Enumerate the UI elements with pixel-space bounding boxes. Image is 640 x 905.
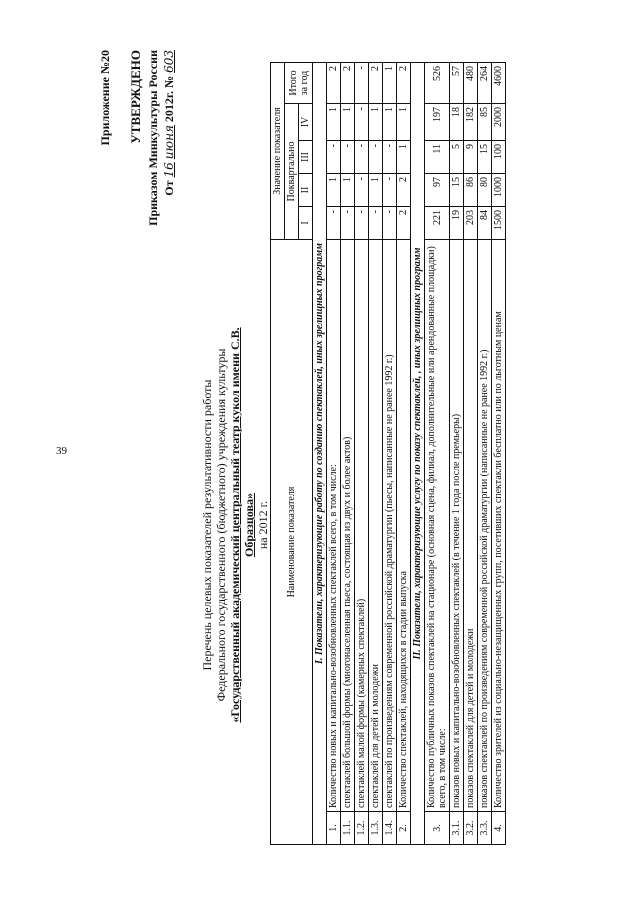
row-q2: 1: [369, 174, 383, 207]
row-name: показов спектаклей для детей и молодежи: [464, 240, 478, 812]
row-name: Количество публичных показов спектаклей на стационаре (основная сцена, филиал, дополнительные или арендованные площадки) всего, в том числе:: [425, 240, 450, 812]
row-total: 480: [464, 63, 478, 104]
heading-line-1: Перечень целевых показателей результативности работы: [200, 379, 214, 671]
row-name: спектаклей для детей и молодежи: [369, 240, 383, 812]
row-total: 2: [341, 63, 355, 104]
heading-line-4: на 2012 г.: [256, 500, 270, 550]
row-q3: 15: [478, 141, 492, 174]
table-row: [478, 63, 492, 845]
date-prefix: От: [162, 180, 176, 196]
col-header-value: Значение показателя: [271, 63, 285, 240]
row-q1: -: [355, 207, 369, 240]
row-q2: -: [355, 174, 369, 207]
row-name: Количество новых и капитально-возобновленных спектаклей всего, в том числе:: [327, 240, 341, 812]
row-name: Количество зрителей из социально-незащищенных групп, посетивших спектакли бесплатно или по льготным ценам: [492, 240, 506, 812]
row-q4: 1: [327, 104, 341, 141]
row-q1: 84: [478, 207, 492, 240]
row-q2: 1: [327, 174, 341, 207]
row-q4: -: [355, 104, 369, 141]
approved-stamp: УТВЕРЖДЕНО: [128, 50, 143, 144]
row-q3: 100: [492, 141, 506, 174]
table-row: [425, 63, 450, 845]
row-q4: 1: [369, 104, 383, 141]
row-number: 1.4.: [383, 812, 397, 845]
table-row: [450, 63, 464, 845]
row-q1: -: [369, 207, 383, 240]
row-number: 1.: [327, 812, 341, 845]
row-total: 526: [425, 63, 450, 104]
section-title: II. Показатели, характеризующие услугу по показу спектаклей, , иных зрелищных программ: [411, 63, 425, 845]
row-q3: -: [341, 141, 355, 174]
row-q3: -: [383, 141, 397, 174]
date-month: июня: [162, 125, 176, 160]
row-number: 1.3.: [369, 812, 383, 845]
row-q4: 197: [425, 104, 450, 141]
row-q1: 221: [425, 207, 450, 240]
row-q3: 5: [450, 141, 464, 174]
row-total: 264: [478, 63, 492, 104]
row-q4: 1: [383, 104, 397, 141]
row-q4: 1: [341, 104, 355, 141]
row-q3: -: [355, 141, 369, 174]
date-day: 16: [162, 162, 176, 178]
table-row: [464, 63, 478, 845]
appendix-label: Приложение №20: [98, 50, 112, 146]
col-header-q3: III: [299, 141, 313, 174]
col-header-quarterly: Поквартально: [285, 104, 299, 240]
row-q2: 80: [478, 174, 492, 207]
row-q1: 19: [450, 207, 464, 240]
table-body: [313, 63, 506, 845]
order-label: Приказом Минкультуры России: [146, 50, 160, 226]
row-total: 1: [383, 63, 397, 104]
row-q4: 182: [464, 104, 478, 141]
row-name: спектаклей большой формы (многонаселенная пьеса, состоящая из двух и более актов): [341, 240, 355, 812]
row-q4: 85: [478, 104, 492, 141]
row-name: Количество спектаклей, находящихся в стадии выпуска: [397, 240, 411, 812]
row-name: показов спектаклей по произведениям современной российской драматургии (написанные не ранее 1992 г.): [478, 240, 492, 812]
row-q2: 97: [425, 174, 450, 207]
row-q1: 2: [397, 207, 411, 240]
row-q4: 1: [397, 104, 411, 141]
row-q2: 86: [464, 174, 478, 207]
col-header-q1: I: [299, 207, 313, 240]
row-q3: -: [327, 141, 341, 174]
col-header-name: Наименование показателя: [271, 240, 313, 845]
row-total: 4600: [492, 63, 506, 104]
row-q2: -: [383, 174, 397, 207]
row-number: 1.1.: [341, 812, 355, 845]
order-number: 603: [162, 50, 176, 73]
col-header-q2: II: [299, 174, 313, 207]
table-row: [383, 63, 397, 845]
row-number: 3.3.: [478, 812, 492, 845]
section-title: I. Показатели, характеризующие работу по созданию спектаклей, иных зрелищных программ: [313, 63, 327, 845]
row-q3: 9: [464, 141, 478, 174]
section-row: [411, 63, 425, 845]
row-number: 3.2.: [464, 812, 478, 845]
row-q1: -: [341, 207, 355, 240]
row-q1: 1500: [492, 207, 506, 240]
row-number: 4.: [492, 812, 506, 845]
col-header-q4: IV: [299, 104, 313, 141]
heading-line-2: Федерального государственного (бюджетного) учреждения культуры: [214, 348, 228, 702]
section-row: [313, 63, 327, 845]
row-number: 3.: [425, 812, 450, 845]
row-number: 2.: [397, 812, 411, 845]
row-name: спектаклей малой формы (камерных спектаклей): [355, 240, 369, 812]
col-header-total: Итого за год: [285, 63, 313, 104]
row-q3: -: [369, 141, 383, 174]
table-row: [369, 63, 383, 845]
row-q2: 1: [341, 174, 355, 207]
row-name: спектаклей по произведениям современной российской драматургии (пьесы, написанные не ранее 1992 г.): [383, 240, 397, 812]
document-heading: [200, 315, 270, 735]
order-date: [162, 50, 177, 196]
row-q1: -: [383, 207, 397, 240]
row-number: 3.1.: [450, 812, 464, 845]
row-q2: 2: [397, 174, 411, 207]
heading-line-3: «Государственный академический центральный театр кукол имени С.В. Образцова»: [228, 327, 256, 723]
table-row: [397, 63, 411, 845]
indicators-table: [270, 62, 506, 845]
page-number: 39: [56, 445, 67, 457]
row-q3: 11: [425, 141, 450, 174]
row-q1: 203: [464, 207, 478, 240]
row-number: 1.2.: [355, 812, 369, 845]
row-name: показов новых и капитально-возобновленных спектаклей (в течение 1 года после премьеры): [450, 240, 464, 812]
table-row: [355, 63, 369, 845]
row-q3: 1: [397, 141, 411, 174]
row-q4: 2000: [492, 104, 506, 141]
date-year: 2012г. №: [162, 75, 176, 123]
table-row: [327, 63, 341, 845]
row-total: -: [355, 63, 369, 104]
row-q1: -: [327, 207, 341, 240]
row-total: 2: [397, 63, 411, 104]
row-total: 2: [327, 63, 341, 104]
row-total: 57: [450, 63, 464, 104]
table-row: [341, 63, 355, 845]
row-total: 2: [369, 63, 383, 104]
row-q4: 18: [450, 104, 464, 141]
row-q2: 15: [450, 174, 464, 207]
table-row: [492, 63, 506, 845]
row-q2: 1000: [492, 174, 506, 207]
